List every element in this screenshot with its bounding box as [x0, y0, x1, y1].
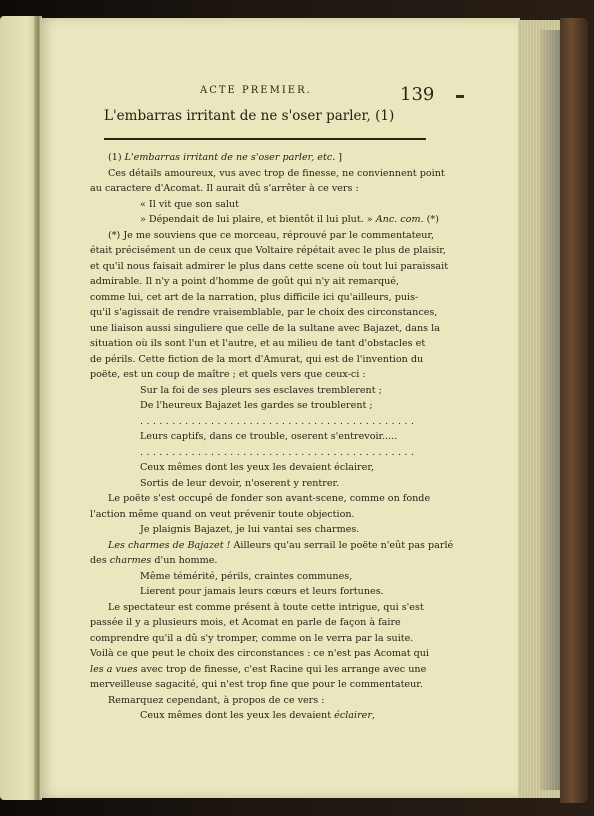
text-segment: ........................................... — [140, 446, 418, 458]
text-line — [90, 429, 432, 445]
text-segment: des — [90, 555, 110, 566]
text-segment: Sortis de leur devoir, n'oserent y rentrer. — [140, 477, 340, 489]
text-segment: Voilà ce que peut le choix des circonstances : ce n'est pas Acomat qui — [90, 648, 430, 659]
text-segment: Même témérité, périls, craintes communes, — [140, 570, 353, 582]
verse-heading: L'embarras irritant de ne s'oser parler, (1) — [104, 108, 395, 124]
text-line — [90, 367, 432, 383]
text-segment: Le poëte s'est occupé de fonder son avant-scene, comme on fonde — [108, 493, 431, 504]
text-segment: d'un homme. — [151, 555, 218, 566]
text-segment: (*) — [423, 214, 439, 225]
italic-text: les a vues — [90, 663, 138, 675]
text-segment: qu'il s'agissait de rendre vraisemblable, par le choix des circonstances, — [90, 307, 438, 318]
text-line — [90, 491, 432, 507]
text-segment: Ceux mêmes dont les yeux les devaient — [140, 710, 335, 721]
text-line — [90, 197, 432, 213]
text-segment: et qu'il nous faisait admirer le plus dans cette scene où tout lui paraissait — [90, 260, 449, 272]
text-segment: ] — [335, 152, 343, 163]
text-line — [90, 290, 432, 306]
text-segment: Ces détails amoureux, vus avec trop de finesse, ne conviennent point — [108, 167, 445, 179]
text-line — [90, 243, 446, 259]
text-line — [90, 228, 435, 244]
text-line — [90, 476, 432, 492]
italic-text: éclairer — [334, 710, 372, 721]
text-line — [90, 274, 432, 290]
text-line — [90, 336, 432, 352]
text-line — [90, 631, 432, 647]
text-line — [90, 352, 432, 368]
text-segment: » Dépendait de lui plaire, et bientôt il lui plut. » — [140, 214, 376, 225]
text-line — [90, 584, 432, 600]
text-segment: Ceux mêmes dont les yeux les devaient éclairer, — [140, 462, 374, 473]
text-line — [90, 569, 432, 585]
text-segment: merveilleuse sagacité, qui n'est trop fine que pour le commentateur. — [90, 679, 423, 690]
text-segment: admirable. Il n'y a point d'homme de goût qui n'y ait remarqué, — [90, 276, 400, 287]
text-line — [90, 662, 432, 678]
text-segment: de périls. Cette fiction de la mort d'Amurat, qui est de l'invention du — [90, 353, 424, 365]
footnote-commentary — [90, 150, 454, 724]
text-segment: avec trop de finesse, c'est Racine qui les arrange avec une — [137, 663, 427, 675]
text-segment: (*) Je me souviens que ce morceau, réprouvé par le commentateur, — [108, 229, 435, 241]
text-line — [90, 321, 440, 337]
text-line — [90, 305, 438, 321]
left-page-edge — [0, 16, 38, 800]
text-segment: De l'heureux Bajazet les gardes se troublerent ; — [140, 400, 373, 411]
italic-text: L'embarras irritant de ne s'oser parler, etc. — [124, 152, 336, 163]
italic-text: charmes — [109, 555, 152, 566]
text-segment: poëte, est un coup de maître ; et quels vers que ceux-ci : — [90, 369, 366, 380]
text-line — [90, 150, 432, 166]
book-cover-edge — [560, 18, 588, 803]
text-line — [90, 460, 432, 476]
text-segment: (1) — [108, 152, 125, 163]
text-segment: situation où ils sont l'un et l'autre, et au milieu de tant d'obstacles et — [90, 338, 426, 349]
text-line — [90, 522, 432, 538]
text-line — [90, 708, 432, 724]
text-line — [90, 615, 432, 631]
heading-rule — [104, 138, 426, 140]
text-segment: passée il y a plusieurs mois, et Acomat en parle de façon à faire — [90, 617, 401, 628]
text-line — [90, 398, 432, 414]
text-line — [90, 646, 432, 662]
text-segment: Sur la foi de ses pleurs ses esclaves tremblerent ; — [140, 384, 382, 396]
text-line — [90, 383, 432, 399]
text-segment: Lierent pour jamais leurs cœurs et leurs fortunes. — [140, 586, 384, 597]
page-number: 139 — [400, 84, 435, 105]
text-segment: , — [371, 710, 375, 721]
text-line — [90, 166, 445, 182]
text-line — [90, 553, 432, 569]
text-segment: Ailleurs qu'au serrail le poëte n'eût pas parlé — [230, 539, 454, 551]
text-line — [90, 677, 432, 693]
text-line — [90, 600, 432, 616]
text-line — [90, 259, 449, 275]
text-line — [90, 445, 432, 461]
italic-text: Les charmes de Bajazet ! — [108, 539, 231, 551]
running-head: ACTE PREMIER. — [200, 85, 312, 96]
text-segment: Je plaignis Bajazet, je lui vantai ses charmes. — [140, 524, 360, 535]
text-line — [90, 181, 432, 197]
text-segment: Remarquez cependant, à propos de ce vers : — [108, 694, 325, 706]
text-segment: était précisément un de ceux que Voltaire répétait avec le plus de plaisir, — [90, 245, 446, 256]
margin-mark — [456, 95, 464, 98]
text-line — [90, 212, 439, 228]
text-segment: Le spectateur est comme présent à toute cette intrigue, qui s'est — [108, 601, 424, 613]
text-line — [90, 538, 454, 554]
text-segment: au caractere d'Acomat. Il aurait dû s'arrêter à ce vers : — [90, 183, 359, 194]
text-line — [90, 507, 432, 523]
text-segment: « Il vit que son salut — [140, 198, 239, 210]
text-line — [90, 693, 432, 709]
text-line — [90, 414, 432, 430]
text-segment: ........................................... — [140, 415, 418, 427]
italic-text: Anc. com. — [375, 214, 424, 225]
text-segment: Leurs captifs, dans ce trouble, oserent s'entrevoir..... — [140, 431, 398, 442]
text-segment: l'action même quand on veut prévenir toute objection. — [90, 508, 355, 520]
text-segment: une liaison aussi singuliere que celle de la sultane avec Bajazet, dans la — [90, 322, 440, 334]
text-segment: comme lui, cet art de la narration, plus difficile ici qu'ailleurs, puis- — [90, 291, 419, 303]
text-segment: comprendre qu'il a dû s'y tromper, comme on le verra par la suite. — [90, 632, 414, 644]
